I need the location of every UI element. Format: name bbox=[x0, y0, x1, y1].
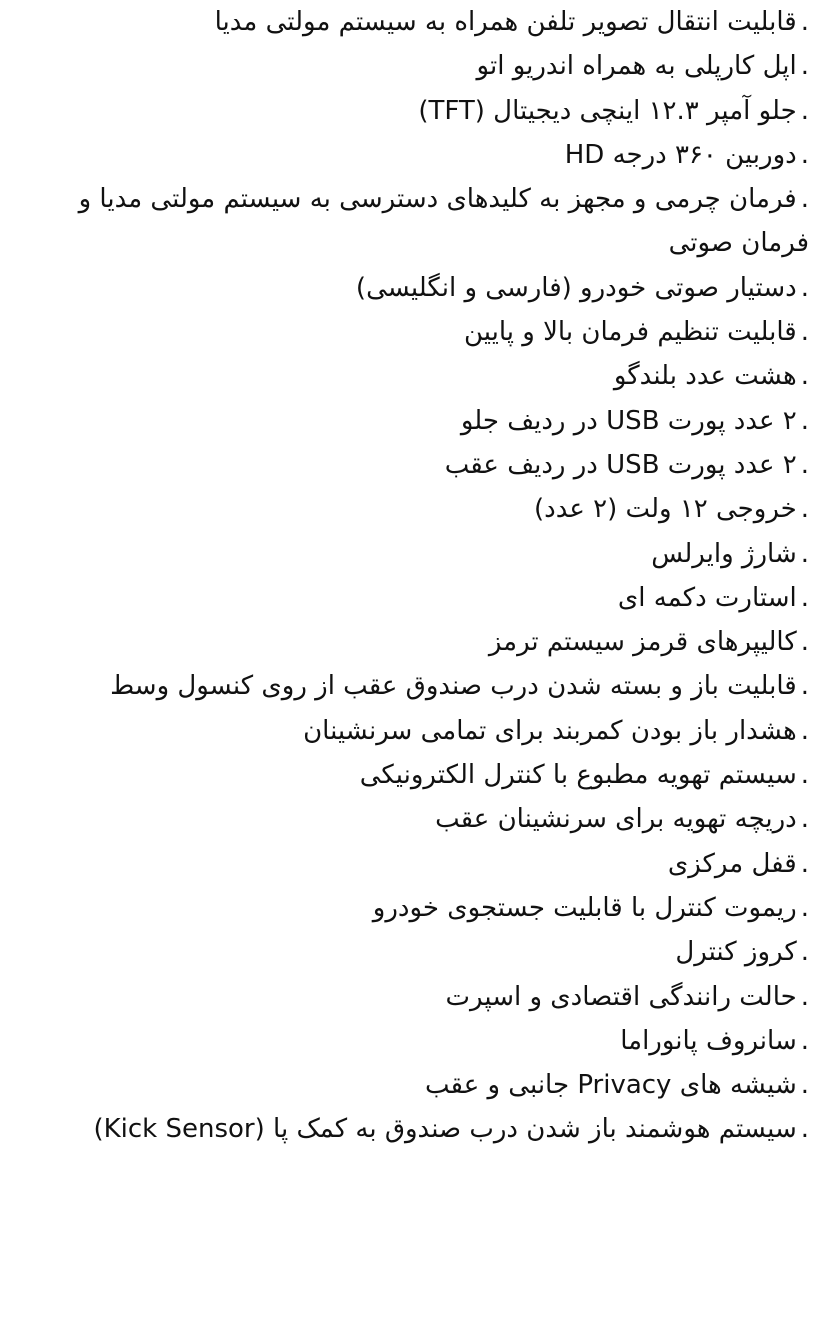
list-item bbox=[20, 709, 809, 753]
bullet: . bbox=[800, 317, 809, 348]
feature-text: دستیار صوتی خودرو (فارسی و انگلیسی) bbox=[355, 272, 797, 303]
feature-text: دریچه تهویه برای سرنشینان عقب bbox=[435, 804, 797, 835]
list-item bbox=[20, 487, 809, 531]
bullet: . bbox=[800, 1070, 809, 1101]
feature-text: حالت رانندگی اقتصادی و اسپرت bbox=[445, 981, 797, 1012]
feature-text: ریموت کنترل با قابلیت جستجوی خودرو bbox=[372, 892, 797, 923]
feature-text: کروز کنترل bbox=[675, 937, 797, 968]
bullet: . bbox=[800, 937, 809, 968]
bullet: . bbox=[800, 7, 809, 37]
bullet: . bbox=[800, 760, 809, 791]
list-item bbox=[20, 1019, 809, 1063]
list-item bbox=[20, 177, 809, 266]
bullet: . bbox=[800, 538, 809, 569]
bullet: . bbox=[800, 1114, 809, 1145]
list-item bbox=[20, 753, 809, 797]
feature-text: سانروف پانوراما bbox=[620, 1025, 797, 1056]
feature-text: ۲ عدد پورت USB در ردیف عقب bbox=[444, 449, 797, 480]
feature-text: شارژ وایرلس bbox=[651, 538, 797, 569]
bullet: . bbox=[800, 139, 809, 170]
feature-text: کالیپرهای قرمز سیستم ترمز bbox=[488, 627, 797, 658]
feature-text: استارت دکمه ای bbox=[617, 582, 797, 613]
list-item bbox=[20, 399, 809, 443]
bullet: . bbox=[800, 671, 809, 702]
list-item bbox=[20, 310, 809, 354]
feature-text: اپل کارپلی به همراه اندریو اتو bbox=[476, 51, 797, 82]
list-item bbox=[20, 266, 809, 310]
feature-text: سیستم تهویه مطبوع با کنترل الکترونیکی bbox=[359, 760, 797, 791]
feature-text: خروجی ۱۲ ولت (۲ عدد) bbox=[534, 494, 797, 525]
list-item bbox=[20, 1107, 809, 1151]
list-item bbox=[20, 89, 809, 133]
list-item bbox=[20, 576, 809, 620]
bullet: . bbox=[800, 582, 809, 613]
bullet: . bbox=[800, 981, 809, 1012]
list-item bbox=[20, 532, 809, 576]
feature-text: قابلیت تنظیم فرمان بالا و پایین bbox=[463, 317, 797, 348]
list-item bbox=[20, 443, 809, 487]
bullet: . bbox=[800, 892, 809, 923]
feature-text: قفل مرکزی bbox=[667, 848, 797, 879]
list-item bbox=[20, 44, 809, 88]
feature-text: شیشه های Privacy جانبی و عقب bbox=[425, 1070, 797, 1101]
list-item bbox=[20, 0, 809, 44]
bullet: . bbox=[800, 627, 809, 658]
bullet: . bbox=[800, 494, 809, 525]
feature-list bbox=[20, 0, 809, 1152]
list-item bbox=[20, 620, 809, 664]
feature-text: سیستم هوشمند باز شدن درب صندوق به کمک پا (Kick Sensor) bbox=[93, 1114, 797, 1145]
list-item bbox=[20, 664, 809, 708]
feature-text: جلو آمپر ۱۲.۳ اینچی دیجیتال (TFT) bbox=[418, 95, 797, 126]
bullet: . bbox=[800, 184, 809, 215]
bullet: . bbox=[800, 449, 809, 480]
bullet: . bbox=[800, 405, 809, 436]
list-item bbox=[20, 842, 809, 886]
feature-text: قابلیت باز و بسته شدن درب صندوق عقب از روی کنسول وسط bbox=[110, 671, 797, 702]
list-item bbox=[20, 1063, 809, 1107]
list-item bbox=[20, 797, 809, 841]
bullet: . bbox=[800, 95, 809, 126]
list-item bbox=[20, 133, 809, 177]
feature-text: فرمان چرمی و مجهز به کلیدهای دسترسی به سیستم مولتی مدیا و فرمان صوتی bbox=[78, 184, 809, 259]
list-item bbox=[20, 886, 809, 930]
feature-text: دوربین ۳۶۰ درجه HD bbox=[564, 139, 797, 170]
bullet: . bbox=[800, 51, 809, 82]
list-item bbox=[20, 354, 809, 398]
list-item bbox=[20, 930, 809, 974]
bullet: . bbox=[800, 361, 809, 392]
bullet: . bbox=[800, 848, 809, 879]
list-item bbox=[20, 975, 809, 1019]
feature-text: ۲ عدد پورت USB در ردیف جلو bbox=[460, 405, 797, 436]
bullet: . bbox=[800, 715, 809, 746]
feature-text: قابلیت انتقال تصویر تلفن همراه به سیستم مولتی مدیا bbox=[214, 7, 797, 37]
feature-text: هشدار باز بودن کمربند برای تمامی سرنشینان bbox=[303, 715, 797, 746]
bullet: . bbox=[800, 272, 809, 303]
bullet: . bbox=[800, 804, 809, 835]
feature-text: هشت عدد بلندگو bbox=[613, 361, 797, 392]
bullet: . bbox=[800, 1025, 809, 1056]
